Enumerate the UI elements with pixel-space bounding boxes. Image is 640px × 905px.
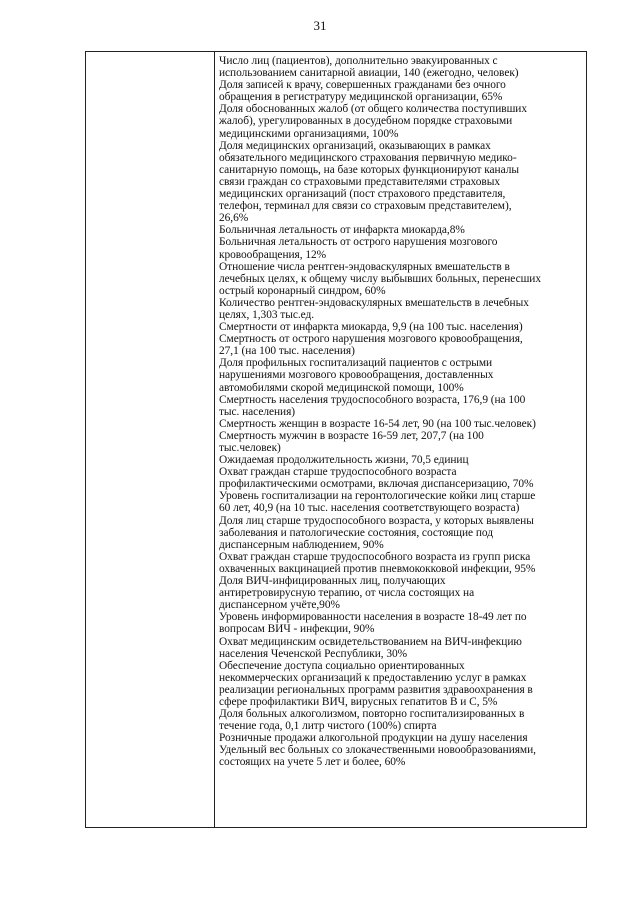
indicator-item [219,660,585,708]
indicator-text-line: тыс. населения) [219,405,295,418]
indicator-text-line: Отношение числа рентген-эндоваскулярных вмешательств в [219,260,510,273]
indicator-item [219,466,585,490]
indicator-item [219,224,585,236]
indicator-text-line: автомобилями скорой медицинской помощи, 100% [219,381,464,394]
indicator-text-line: Больничная летальность от инфаркта миокарда,8% [219,224,465,237]
indicator-text-line: Смертность от острого нарушения мозгового кровообращения, [219,333,523,346]
indicators-table [85,51,587,828]
indicator-text-line: 26,6% [219,212,249,225]
indicator-item [219,357,585,393]
indicator-text-line: целях, 1,303 тыс.ед. [219,308,315,321]
indicator-text-line: Охват граждан старше трудоспособного возраста из групп риска [219,550,531,563]
indicator-item [219,732,585,744]
indicator-text-line: Смертность населения трудоспособного возраста, 176,9 (на 100 [219,393,526,406]
indicator-item [219,297,585,321]
indicator-text-line: обращения в регистратуру медицинской организации, 65% [219,91,503,104]
indicator-text-line: некоммерческих организаций к предоставлению услуг в рамках [219,671,527,684]
indicator-text-line: Розничные продажи алкогольной продукции на душу населения [219,732,528,745]
indicator-text-line: заболевания и патологические состояния, состоящие под [219,526,493,539]
indicator-text-line: вопросам ВИЧ - инфекции, 90% [219,623,375,636]
indicator-text-line: Уровень информированности населения в возрасте 18-49 лет по [219,611,527,624]
indicator-text-line: жалоб), урегулированных в досудебном порядке страховыми [219,115,513,128]
indicator-text-line: охваченных вакцинацией против пневмококковой инфекции, 95% [219,562,536,575]
indicator-item [219,261,585,297]
indicator-text-line: диспансерным наблюдением, 90% [219,538,384,551]
indicator-text-line: Доля лиц старше трудоспособного возраста, у которых выявлены [219,514,534,527]
indicator-item [219,744,585,768]
indicator-text-line: Смертности от инфаркта миокарда, 9,9 (на 100 тыс. населения) [219,321,523,334]
indicator-text-line: диспансерном учёте,90% [219,599,340,612]
indicator-text-line: Доля медицинских организаций, оказывающих в рамках [219,139,491,152]
indicator-text-line: нарушениями мозгового кровообращения, доставленных [219,369,494,382]
indicator-item [219,430,585,454]
indicator-text-line: острый коронарный синдром, 60% [219,284,386,297]
indicator-text-line: Ожидаемая продолжительность жизни, 70,5 единиц [219,454,469,467]
indicator-text-line: Смертность мужчин в возрасте 16-59 лет, 207,7 (на 100 [219,429,484,442]
indicator-text-line: медицинскими организациями, 100% [219,127,399,140]
indicator-text-line: обязательного медицинского страхования первичную медико- [219,151,517,164]
indicator-text-line: антиретровирусную терапию, от числа состоящих на [219,587,475,600]
indicator-item [219,708,585,732]
indicator-text-line: медицинских организаций (пост страхового представителя, [219,188,506,201]
indicator-text-line: реализации региональных программ развития здравоохранения в [219,683,533,696]
indicator-text-line: тыс.человек) [219,442,281,454]
indicator-text-line: Охват граждан старше трудоспособного возраста [219,466,457,479]
indicator-item [219,515,585,551]
indicator-text-line: санитарную помощь, на базе которых функционируют каналы [219,163,519,176]
indicator-text-line: телефон, терминал для связи со страховым представителем), [219,200,512,213]
indicator-text-line: Уровень госпитализации на геронтологические койки лиц старше [219,490,536,503]
indicator-text-line: Число лиц (пациентов), дополнительно эвакуированных с [219,55,498,67]
indicator-item [219,490,585,514]
indicator-text-line: населения Чеченской Республики, 30% [219,647,408,660]
indicator-text-line: лечебных целях, к общему числу выбывших больных, перенесших [219,272,541,285]
indicator-text-line: Доля ВИЧ-инфицированных лиц, получающих [219,575,446,588]
indicator-text-line: использованием санитарной авиации, 140 (ежегодно, человек) [219,67,519,80]
indicator-text-line: профилактическими осмотрами, включая диспансеризацию, 70% [219,478,534,491]
indicator-text-line: Удельный вес больных со злокачественными новообразованиями, [219,744,536,757]
indicator-text-line: 27,1 (на 100 тыс. населения) [219,345,355,358]
indicator-item [219,140,585,225]
indicator-text-line: течение года, 0,1 литр чистого (100%) спирта [219,720,437,733]
indicator-text-line: Доля обоснованных жалоб (от общего количества поступивших [219,103,527,116]
indicator-text-line: Количество рентген-эндоваскулярных вмешательств в лечебных [219,296,529,309]
indicator-text-line: сфере профилактики ВИЧ, вирусных гепатитов В и С, 5% [219,695,498,708]
indicator-item [219,551,585,575]
indicator-item [219,333,585,357]
indicator-text-line: кровообращения, 12% [219,248,327,261]
indicator-item [219,55,585,79]
indicator-item [219,575,585,611]
indicator-text-line: Охват медицинским освидетельствованием на ВИЧ-инфекцию [219,635,522,648]
indicator-item [219,418,585,430]
indicator-item [219,236,585,260]
indicator-text-line: связи граждан со страховыми представителями страховых [219,175,500,188]
indicator-item [219,611,585,635]
indicator-item [219,103,585,139]
indicator-item [219,636,585,660]
indicator-text-line: Смертность женщин в возрасте 16-54 лет, 90 (на 100 тыс.человек) [219,417,536,430]
indicator-item [219,79,585,103]
indicator-item [219,394,585,418]
indicator-text-line: 60 лет, 40,9 (на 10 тыс. населения соответствующего возраста) [219,502,520,515]
indicator-item [219,321,585,333]
indicator-text-line: Доля профильных госпитализаций пациентов с острыми [219,357,493,370]
page-number: 31 [313,18,327,33]
indicator-text-line: Больничная летальность от острого нарушения мозгового [219,236,498,249]
indicator-text-line: Доля больных алкоголизмом, повторно госпитализированных в [219,708,525,721]
indicator-item [219,454,585,466]
indicator-text-line: состоящих на учете 5 лет и более, 60% [219,756,406,769]
indicator-text-line: Доля записей к врачу, совершенных гражданами без очного [219,79,506,92]
indicator-list [219,55,585,769]
empty-left-column [86,52,215,827]
indicator-text-line: Обеспечение доступа социально ориентированных [219,659,465,672]
